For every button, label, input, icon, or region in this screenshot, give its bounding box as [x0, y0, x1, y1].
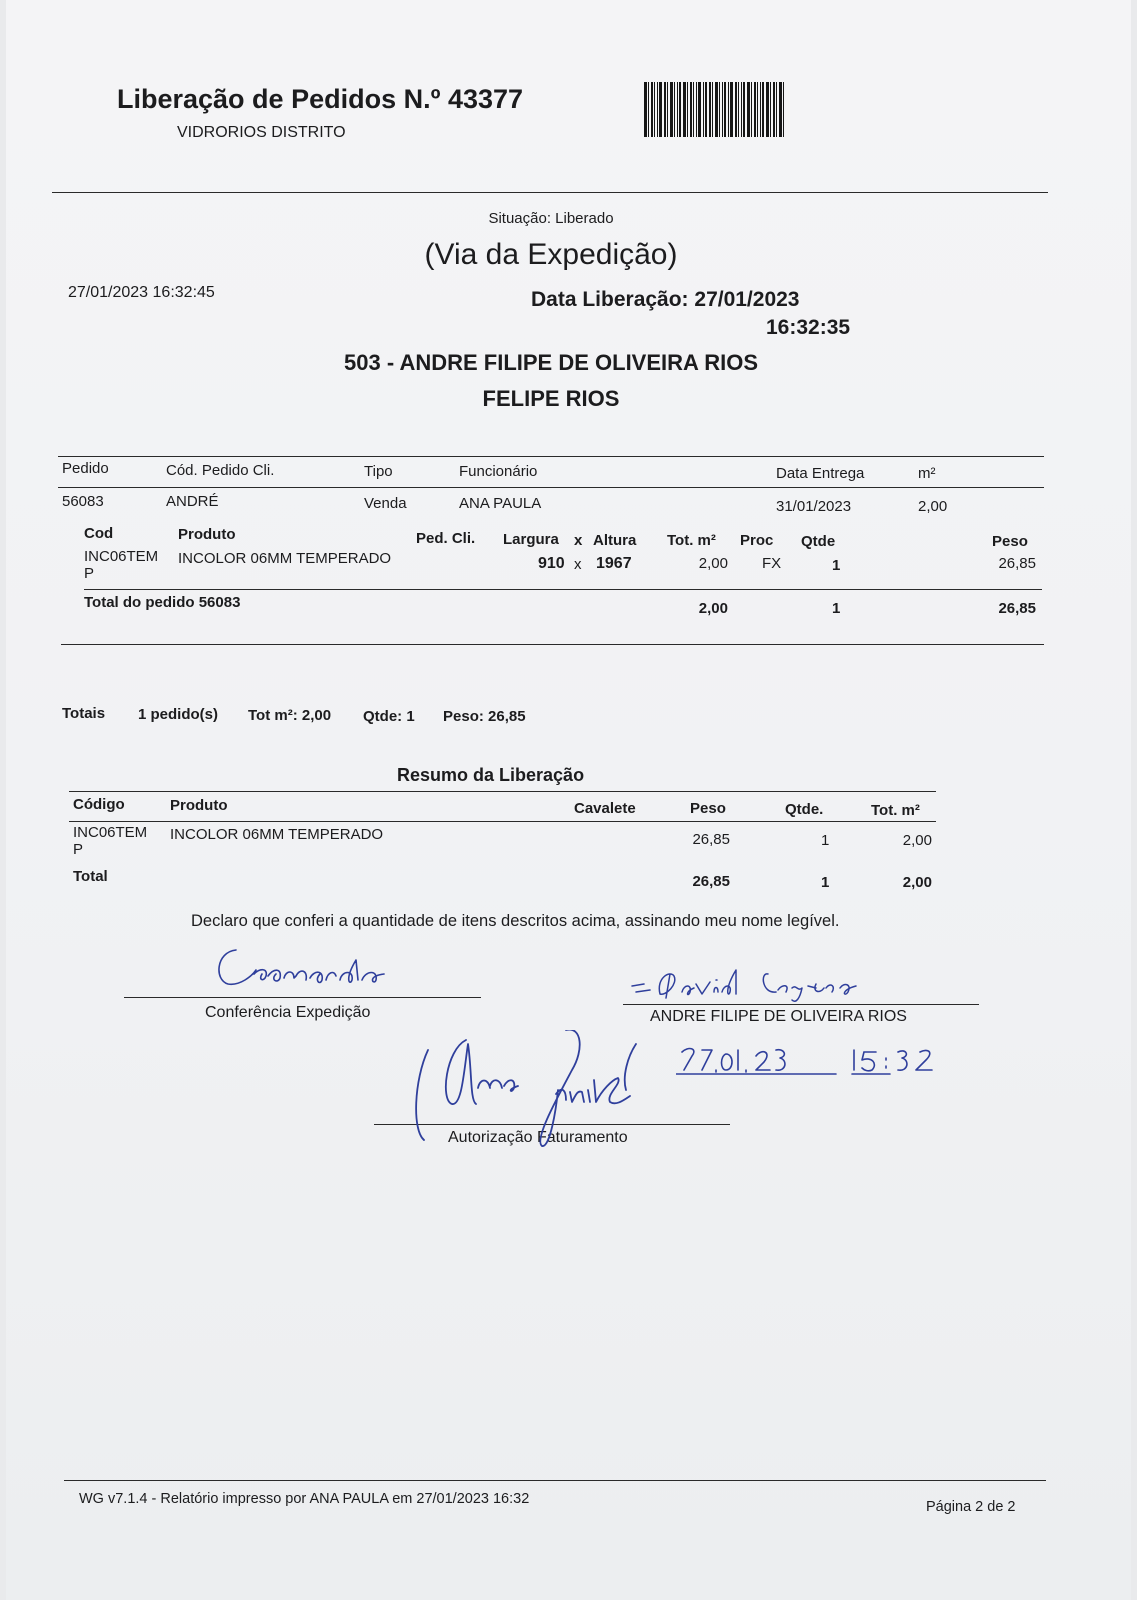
document-title: Liberação de Pedidos N.º 43377 — [117, 84, 524, 114]
item-header-largura: Largura — [503, 531, 559, 548]
order-table-header-rule — [58, 487, 1044, 488]
barcode-bar — [728, 82, 729, 137]
barcode-bar — [657, 82, 658, 137]
barcode-bar — [698, 82, 701, 137]
summary-header-codigo: Código — [73, 796, 125, 813]
cell-data-entrega: 31/01/2023 — [776, 498, 852, 515]
barcode-bar — [735, 82, 737, 137]
barcode-bar — [766, 82, 769, 137]
barcode-bar — [690, 82, 692, 137]
item-header-altura: Altura — [593, 532, 637, 549]
summary-total-label: Total — [73, 868, 108, 885]
cliente-handwritten-signature — [626, 958, 896, 1008]
item-altura: 1967 — [596, 555, 632, 572]
barcode — [644, 82, 819, 137]
summary-total-qtde: 1 — [821, 874, 830, 891]
header-divider — [52, 192, 1048, 193]
item-header-ped-cli: Ped. Cli. — [416, 530, 476, 547]
barcode-bar — [648, 82, 649, 137]
barcode-bar — [644, 82, 647, 137]
barcode-bar — [741, 82, 742, 137]
col-header-tipo: Tipo — [364, 463, 393, 480]
barcode-bar — [751, 82, 752, 137]
order-total-m2: 2,00 — [698, 600, 728, 617]
order-table-top-rule — [58, 456, 1044, 457]
col-header-pedido: Pedido — [62, 460, 109, 477]
barcode-bar — [659, 82, 662, 137]
summary-peso: 26,85 — [692, 831, 730, 848]
release-date: Data Liberação: 27/01/2023 — [531, 288, 800, 311]
summary-tot-m2: 2,00 — [902, 832, 932, 849]
item-header-qtde: Qtde — [801, 533, 836, 550]
summary-total-peso: 26,85 — [692, 873, 730, 890]
barcode-bar — [762, 82, 764, 137]
expedicao-handwritten-signature — [206, 940, 436, 1000]
summary-top-rule — [69, 791, 936, 792]
faturamento-label: Autorização Faturamento — [448, 1129, 628, 1146]
barcode-bar — [715, 82, 718, 137]
item-peso: 26,85 — [998, 555, 1036, 572]
item-proc: FX — [762, 555, 782, 572]
barcode-bar — [651, 82, 653, 137]
order-total-label: Total do pedido 56083 — [84, 594, 241, 611]
company-name: VIDRORIOS DISTRITO — [177, 124, 346, 141]
barcode-bar — [722, 82, 723, 137]
col-header-m2: m² — [918, 465, 936, 482]
barcode-bar — [760, 82, 761, 137]
totals-label: Totais — [62, 705, 106, 722]
item-total-rule — [84, 589, 1042, 590]
footer-page-number: Página 2 de 2 — [926, 1499, 1016, 1515]
item-header-cod: Cod — [84, 525, 114, 542]
barcode-bar — [779, 82, 782, 137]
item-cod — [84, 548, 158, 582]
barcode-bar — [667, 82, 668, 137]
print-datetime: 27/01/2023 16:32:45 — [68, 284, 215, 301]
barcode-bar — [679, 82, 681, 137]
client-alias: FELIPE RIOS — [482, 386, 620, 411]
footer-rule — [64, 1480, 1046, 1481]
barcode-bar — [693, 82, 694, 137]
item-produto: INCOLOR 06MM TEMPERADO — [178, 550, 392, 567]
barcode-bar — [738, 82, 739, 137]
barcode-bar — [754, 82, 756, 137]
totals-m2: Tot m²: 2,00 — [248, 707, 332, 724]
summary-codigo-line2: P — [73, 841, 84, 858]
release-time: 16:32:35 — [766, 316, 851, 339]
barcode-bar — [730, 82, 733, 137]
status-text: Situação: Liberado — [488, 210, 614, 227]
totals-pedidos: 1 pedido(s) — [138, 706, 219, 723]
item-header-peso: Peso — [992, 533, 1028, 550]
barcode-bar — [747, 82, 750, 137]
cell-tipo: Venda — [364, 495, 407, 512]
order-total-peso: 26,85 — [998, 600, 1036, 617]
footer-printed-by: WG v7.1.4 - Relatório impresso por ANA PAULA em 27/01/2023 16:32 — [79, 1491, 530, 1507]
barcode-bar — [664, 82, 666, 137]
cliente-label: ANDRE FILIPE DE OLIVEIRA RIOS — [650, 1008, 907, 1025]
summary-header-qtde: Qtde. — [785, 801, 824, 818]
item-cod-line1: INC06TEM — [84, 548, 159, 565]
col-header-data-entrega: Data Entrega — [776, 465, 865, 482]
summary-qtde: 1 — [821, 832, 830, 849]
item-tot-m2: 2,00 — [698, 555, 728, 572]
barcode-bar — [683, 82, 686, 137]
client-name: 503 - ANDRE FILIPE DE OLIVEIRA RIOS — [344, 350, 758, 375]
barcode-bar — [757, 82, 758, 137]
document-page — [6, 0, 1131, 1600]
copy-label: (Via da Expedição) — [424, 238, 678, 271]
summary-produto: INCOLOR 06MM TEMPERADO — [170, 826, 384, 843]
barcode-bar — [783, 82, 784, 137]
barcode-bar — [773, 82, 775, 137]
expedicao-label: Conferência Expedição — [205, 1004, 371, 1021]
barcode-bar — [709, 82, 711, 137]
cell-pedido: 56083 — [62, 493, 104, 510]
summary-codigo-line1: INC06TEM — [73, 824, 148, 841]
item-qtde: 1 — [832, 557, 841, 574]
summary-title: Resumo da Liberação — [397, 765, 585, 785]
item-header-x: x — [574, 532, 583, 549]
col-header-cod-pedido-cli: Cód. Pedido Cli. — [166, 462, 275, 479]
barcode-bar — [743, 82, 745, 137]
order-total-qtde: 1 — [832, 600, 841, 617]
totals-peso: Peso: 26,85 — [443, 708, 526, 725]
barcode-bar — [705, 82, 707, 137]
barcode-bar — [724, 82, 726, 137]
cell-funcionario: ANA PAULA — [459, 495, 542, 512]
barcode-bar — [770, 82, 771, 137]
item-header-tot-m2: Tot. m² — [667, 532, 716, 549]
faturamento-handwritten-signature — [406, 1030, 686, 1170]
barcode-bar — [654, 82, 655, 137]
cell-cod-pedido-cli: ANDRÉ — [166, 493, 219, 510]
barcode-bar — [670, 82, 673, 137]
summary-header-peso: Peso — [690, 800, 726, 817]
item-x: x — [574, 556, 582, 573]
barcode-bar — [712, 82, 713, 137]
item-cod-line2: P — [84, 565, 95, 582]
summary-header-rule — [69, 821, 936, 822]
date-handwritten — [676, 1040, 966, 1100]
item-header-proc: Proc — [740, 532, 774, 549]
barcode-bar — [696, 82, 697, 137]
summary-header-cavalete: Cavalete — [574, 800, 636, 817]
barcode-bar — [719, 82, 720, 137]
col-header-funcionario: Funcionário — [459, 463, 538, 480]
summary-header-tot-m2: Tot. m² — [871, 802, 920, 819]
barcode-bar — [703, 82, 704, 137]
summary-total-tot-m2: 2,00 — [902, 874, 932, 891]
item-largura: 910 — [538, 555, 565, 572]
barcode-bar — [674, 82, 675, 137]
barcode-bar — [687, 82, 688, 137]
summary-header-produto: Produto — [170, 797, 228, 814]
item-header-produto: Produto — [178, 526, 236, 543]
totals-qtde: Qtde: 1 — [363, 708, 415, 725]
barcode-bar — [776, 82, 777, 137]
summary-codigo — [73, 824, 147, 858]
cell-m2: 2,00 — [918, 498, 948, 515]
order-table-bottom-rule — [61, 644, 1044, 645]
barcode-bar — [677, 82, 678, 137]
declaration-text: Declaro que conferi a quantidade de itens descritos acima, assinando meu nome legível. — [191, 912, 840, 930]
